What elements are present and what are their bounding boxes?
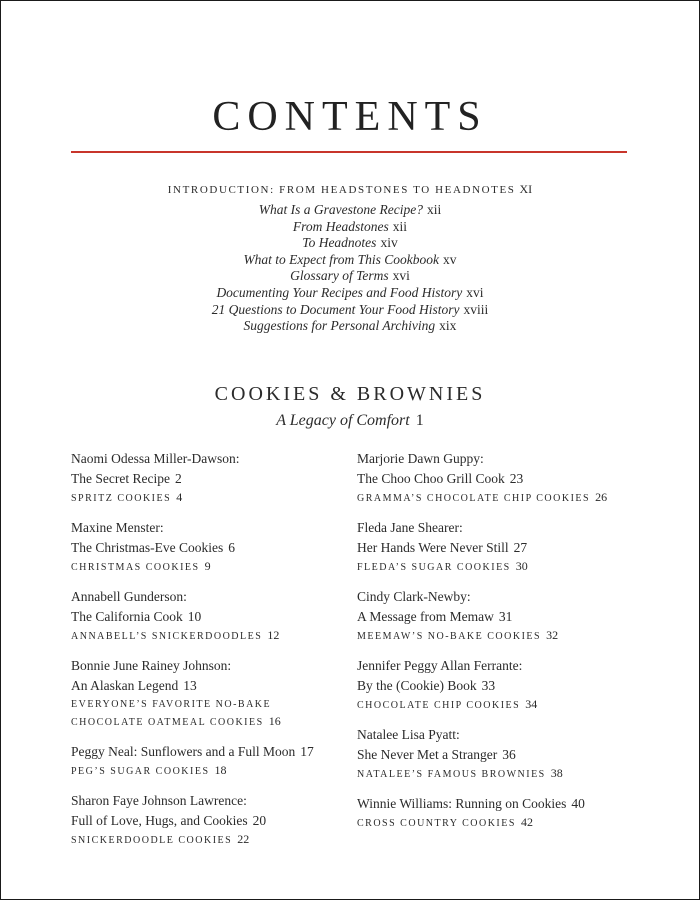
introduction-item-page: xii xyxy=(426,202,442,217)
recipe-title: ANNABELL’S SNICKERDOODLES xyxy=(71,631,263,642)
recipe-title-line: EVERYONE’S FAVORITE NO-BAKE xyxy=(71,699,272,710)
introduction-item-page: xix xyxy=(439,318,457,334)
toc-entry xyxy=(71,449,351,507)
story-line xyxy=(357,469,647,489)
section-header xyxy=(1,381,699,433)
recipe-page-number: 26 xyxy=(595,490,608,504)
story-title: A Message from Memaw xyxy=(357,609,494,624)
introduction-item xyxy=(1,318,699,335)
recipe-line xyxy=(357,765,647,783)
introduction-item-page: xv xyxy=(443,251,457,267)
story-page-number: 33 xyxy=(481,678,496,693)
toc-entry xyxy=(357,518,647,576)
introduction-item-page: xvi xyxy=(466,284,484,300)
recipe-line xyxy=(357,489,647,507)
recipe-page-number: 18 xyxy=(214,763,227,777)
story-title: By the (Cookie) Book xyxy=(357,678,477,693)
recipe-line xyxy=(71,627,351,645)
story-title: Full of Love, Hugs, and Cookies xyxy=(71,813,248,828)
recipe-page-number: 16 xyxy=(268,714,281,728)
contributor-name: Marjorie Dawn Guppy: xyxy=(357,451,484,466)
story-line xyxy=(357,538,647,558)
recipe-title: FLEDA’S SUGAR COOKIES xyxy=(357,562,511,573)
story-page-number: 23 xyxy=(509,471,524,486)
story-page-number: 17 xyxy=(300,744,314,759)
introduction-item-page: xii xyxy=(392,218,408,234)
story-page-number: 13 xyxy=(183,678,197,693)
story-line xyxy=(357,676,647,696)
introduction-item xyxy=(1,219,699,236)
recipe-line xyxy=(357,814,647,832)
story-line xyxy=(71,469,351,489)
section-subtitle-text: A Legacy of Comfort xyxy=(276,412,410,429)
recipe-line xyxy=(357,627,647,645)
story-line xyxy=(357,745,647,765)
story-line xyxy=(71,538,351,558)
story-line xyxy=(71,742,351,762)
toc-right-column xyxy=(357,449,647,843)
story-page-number: 6 xyxy=(228,540,235,555)
story-page-number: 20 xyxy=(252,813,267,828)
recipe-page-number: 30 xyxy=(515,559,528,573)
introduction-item xyxy=(1,252,699,269)
recipe-line xyxy=(357,558,647,576)
toc-entry xyxy=(71,742,351,780)
introduction-item-text: Glossary of Terms xyxy=(290,268,389,284)
recipe-page-number: 34 xyxy=(525,697,538,711)
introduction-page-number: XI xyxy=(519,182,533,196)
recipe-page-number: 4 xyxy=(176,490,183,504)
story-line xyxy=(71,811,351,831)
story-title: An Alaskan Legend xyxy=(71,678,179,693)
story-title: She Never Met a Stranger xyxy=(357,747,498,762)
introduction-items xyxy=(1,202,699,335)
contributor-name: Naomi Odessa Miller-Dawson: xyxy=(71,451,240,466)
introduction-item xyxy=(1,235,699,252)
red-rule-divider xyxy=(71,151,627,153)
contributor-name: Natalee Lisa Pyatt: xyxy=(357,727,460,742)
contributor-name: Maxine Menster: xyxy=(71,520,164,535)
contributor-name: Jennifer Peggy Allan Ferrante: xyxy=(357,658,523,673)
recipe-title: CHOCOLATE CHIP COOKIES xyxy=(357,700,521,711)
recipe-line xyxy=(71,489,351,507)
introduction-item xyxy=(1,285,699,302)
introduction-heading xyxy=(1,181,699,198)
recipe-title: GRAMMA’S CHOCOLATE CHIP COOKIES xyxy=(357,493,591,504)
recipe-line xyxy=(71,831,351,849)
contributor-name: Sharon Faye Johnson Lawrence: xyxy=(71,793,247,808)
introduction-item-text: From Headstones xyxy=(292,218,389,234)
introduction-block xyxy=(1,181,699,335)
recipe-line xyxy=(71,762,351,780)
toc-entry xyxy=(71,587,351,645)
story-title: The Choo Choo Grill Cook xyxy=(357,471,505,486)
story-page-number: 40 xyxy=(571,796,585,811)
introduction-item-page: xiv xyxy=(380,235,398,251)
story-page-number: 10 xyxy=(187,609,202,624)
recipe-line xyxy=(357,696,647,714)
introduction-item-text: What Is a Gravestone Recipe? xyxy=(258,202,423,217)
section-title: COOKIES & BROWNIES xyxy=(214,383,486,405)
toc-entry xyxy=(357,587,647,645)
introduction-item xyxy=(1,302,699,319)
recipe-title: SPRITZ COOKIES xyxy=(71,493,172,504)
recipe-line xyxy=(71,558,351,576)
introduction-item-text: To Headnotes xyxy=(302,235,377,251)
contributor-name: Cindy Clark-Newby: xyxy=(357,589,471,604)
recipe-title: NATALEE’S FAMOUS BROWNIES xyxy=(357,769,546,780)
introduction-item-text: Suggestions for Personal Archiving xyxy=(243,318,436,334)
recipe-page-number: 42 xyxy=(520,815,533,829)
recipe-page-number: 32 xyxy=(546,628,559,642)
toc-entry xyxy=(357,656,647,714)
story-line xyxy=(71,676,351,696)
toc-entry xyxy=(357,725,647,783)
section-page-number: 1 xyxy=(415,412,424,429)
section-subtitle xyxy=(1,409,699,433)
story-line xyxy=(357,607,647,627)
recipe-title: PEG’S SUGAR COOKIES xyxy=(71,766,210,777)
story-title: Peggy Neal: Sunflowers and a Full Moon xyxy=(71,744,296,759)
introduction-item xyxy=(1,202,699,219)
introduction-item-page: xvi xyxy=(392,268,410,284)
story-title: Her Hands Were Never Still xyxy=(357,540,509,555)
recipe-page-number: 38 xyxy=(550,766,563,780)
story-page-number: 27 xyxy=(513,540,528,555)
recipe-page-number: 22 xyxy=(237,832,250,846)
story-title: Winnie Williams: Running on Cookies xyxy=(357,796,567,811)
page-title: CONTENTS xyxy=(212,94,488,140)
contributor-name: Fleda Jane Shearer: xyxy=(357,520,463,535)
recipe-title: CROSS COUNTRY COOKIES xyxy=(357,818,516,829)
recipe-page-number: 12 xyxy=(267,628,280,642)
introduction-item-text: 21 Questions to Document Your Food History xyxy=(211,301,460,317)
recipe-title: SNICKERDOODLE COOKIES xyxy=(71,835,233,846)
story-title: The California Cook xyxy=(71,609,183,624)
contributor-name: Bonnie June Rainey Johnson: xyxy=(71,658,232,673)
introduction-item-text: Documenting Your Recipes and Food History xyxy=(216,284,463,300)
recipe-page-number: 9 xyxy=(204,559,211,573)
recipe-title: CHRISTMAS COOKIES xyxy=(71,562,200,573)
introduction-item xyxy=(1,268,699,285)
introduction-item-text: What to Expect from This Cookbook xyxy=(243,251,440,267)
recipe-title: MEEMAW’S NO-BAKE COOKIES xyxy=(357,631,542,642)
toc-entry xyxy=(71,518,351,576)
story-title: The Secret Recipe xyxy=(71,471,170,486)
story-line xyxy=(357,794,647,814)
toc-entry xyxy=(357,449,647,507)
recipe-line xyxy=(71,713,351,731)
story-page-number: 2 xyxy=(174,471,182,486)
toc-entry xyxy=(357,794,647,832)
contributor-name: Annabell Gunderson: xyxy=(71,589,187,604)
toc-entry xyxy=(71,791,351,849)
story-page-number: 31 xyxy=(498,609,513,624)
recipe-title: CHOCOLATE OATMEAL COOKIES xyxy=(71,717,264,728)
story-page-number: 36 xyxy=(502,747,516,762)
introduction-heading-text: INTRODUCTION: FROM HEADSTONES TO HEADNOTES xyxy=(167,184,516,196)
toc-left-column xyxy=(71,449,351,860)
toc-entry xyxy=(71,656,351,731)
story-title: The Christmas-Eve Cookies xyxy=(71,540,224,555)
story-line xyxy=(71,607,351,627)
introduction-item-page: xviii xyxy=(463,301,489,317)
